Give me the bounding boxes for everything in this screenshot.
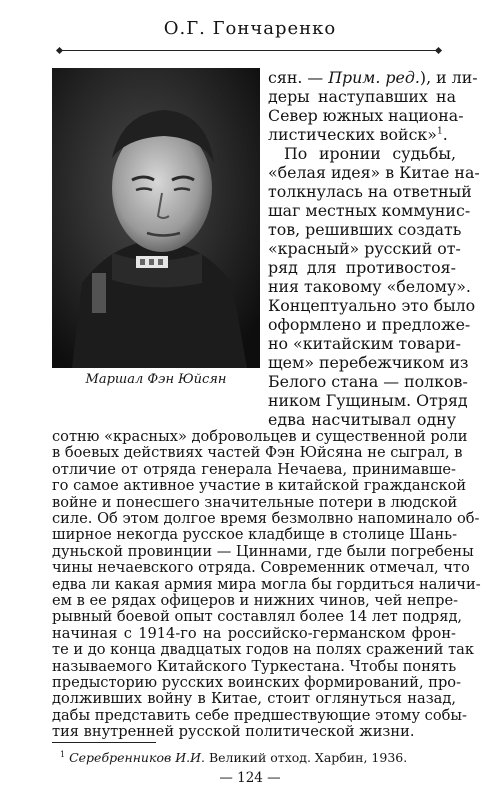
text-line: Концептуально это было bbox=[268, 296, 476, 315]
text-line: сотню «красных» добровольцев и существенной роли bbox=[52, 428, 468, 445]
footnote-marker: 1 bbox=[436, 126, 443, 137]
text-line: Белого стана — полков- bbox=[268, 372, 468, 391]
text-line: тов, решивших создать bbox=[268, 220, 462, 239]
text-line: называемого Китайского Туркестана. Чтобы понять bbox=[52, 657, 457, 675]
text-line: «белая идея» в Китае на- bbox=[268, 163, 480, 182]
text-line: чины нечаевского отряда. Современник отмечал, что bbox=[52, 559, 470, 577]
text-line: тия внутренней русской политической жизни. bbox=[52, 723, 415, 741]
text-line: По иронии судьбы, bbox=[284, 144, 456, 163]
text-line: деры наступавших на bbox=[268, 87, 456, 106]
text-line: «красный» русский от- bbox=[268, 239, 461, 258]
text-line: дуньской провинции — Циннами, где были погребены bbox=[52, 542, 474, 560]
text-line: едва ли какая армия мира могла бы гордиться наличи- bbox=[52, 575, 481, 593]
footnote-rule bbox=[52, 742, 156, 743]
footnote bbox=[60, 750, 407, 765]
running-header: О.Г. Гончаренко bbox=[163, 18, 337, 39]
footnote-number: 1 bbox=[60, 749, 66, 759]
text-line: ником Гущиным. Отряд bbox=[268, 391, 468, 410]
text-line: рывный боевой опыт составлял более 14 лет подряд, bbox=[52, 608, 463, 626]
text-line: шаг местных коммунис- bbox=[268, 201, 471, 220]
text-line: силе. Об этом долгое время безмолвно напоминало об- bbox=[52, 510, 480, 527]
text-line: ем в ее рядах офицеров и нижних чинов, чей непре- bbox=[52, 592, 459, 609]
text-line: толкнулась на ответный bbox=[268, 182, 472, 201]
text-line: ширное некогда русское кладбище в столице Шань- bbox=[52, 526, 458, 544]
footnote-author: Серебренников И.И. bbox=[69, 750, 205, 765]
page-number: — 124 — bbox=[219, 770, 281, 786]
text-line: начиная с 1914-го на российско-германском фрон- bbox=[52, 624, 456, 642]
footnote-text: Великий отход. Харбин, 1936. bbox=[204, 750, 408, 765]
text-line: сян. — Прим. ред.), и ли- bbox=[268, 68, 478, 87]
text-line: отличие от отряда генерала Нечаева, принимавше- bbox=[52, 460, 456, 478]
text-line: оформлено и предложе- bbox=[268, 315, 471, 334]
text-line: листических войск»$^1$. bbox=[268, 125, 448, 144]
text-line: предысторию русских воинских формирований, про- bbox=[52, 674, 462, 691]
text-line: го самое активное участие в китайской гражданской bbox=[52, 477, 467, 495]
text-line: в боевых действиях частей Фэн Юйсяна не сыграл, в bbox=[52, 444, 463, 462]
text-line: Север южных национа- bbox=[268, 106, 464, 125]
photo-caption: Маршал Фэн Юйсян bbox=[85, 372, 227, 387]
portrait-photo bbox=[52, 68, 260, 368]
text-line: долживших войну в Китае, стоит оглянуться назад, bbox=[52, 690, 456, 708]
text-line: щем» перебежчиком из bbox=[268, 353, 469, 372]
text-line: ряд для противостоя- bbox=[268, 258, 456, 277]
header-rule bbox=[60, 50, 438, 51]
text-line: те и до конца двадцатых годов на полях сражений так bbox=[52, 641, 474, 659]
text-line: едва насчитывал одну bbox=[268, 410, 456, 429]
text-line: ния таковому «белому». bbox=[268, 277, 471, 296]
text-line: войне и понесшего значительные потери в людской bbox=[52, 493, 458, 511]
text-line: дабы представить себе предшествующие этому собы- bbox=[52, 706, 467, 724]
text-line: но «китайским товари- bbox=[268, 334, 461, 353]
